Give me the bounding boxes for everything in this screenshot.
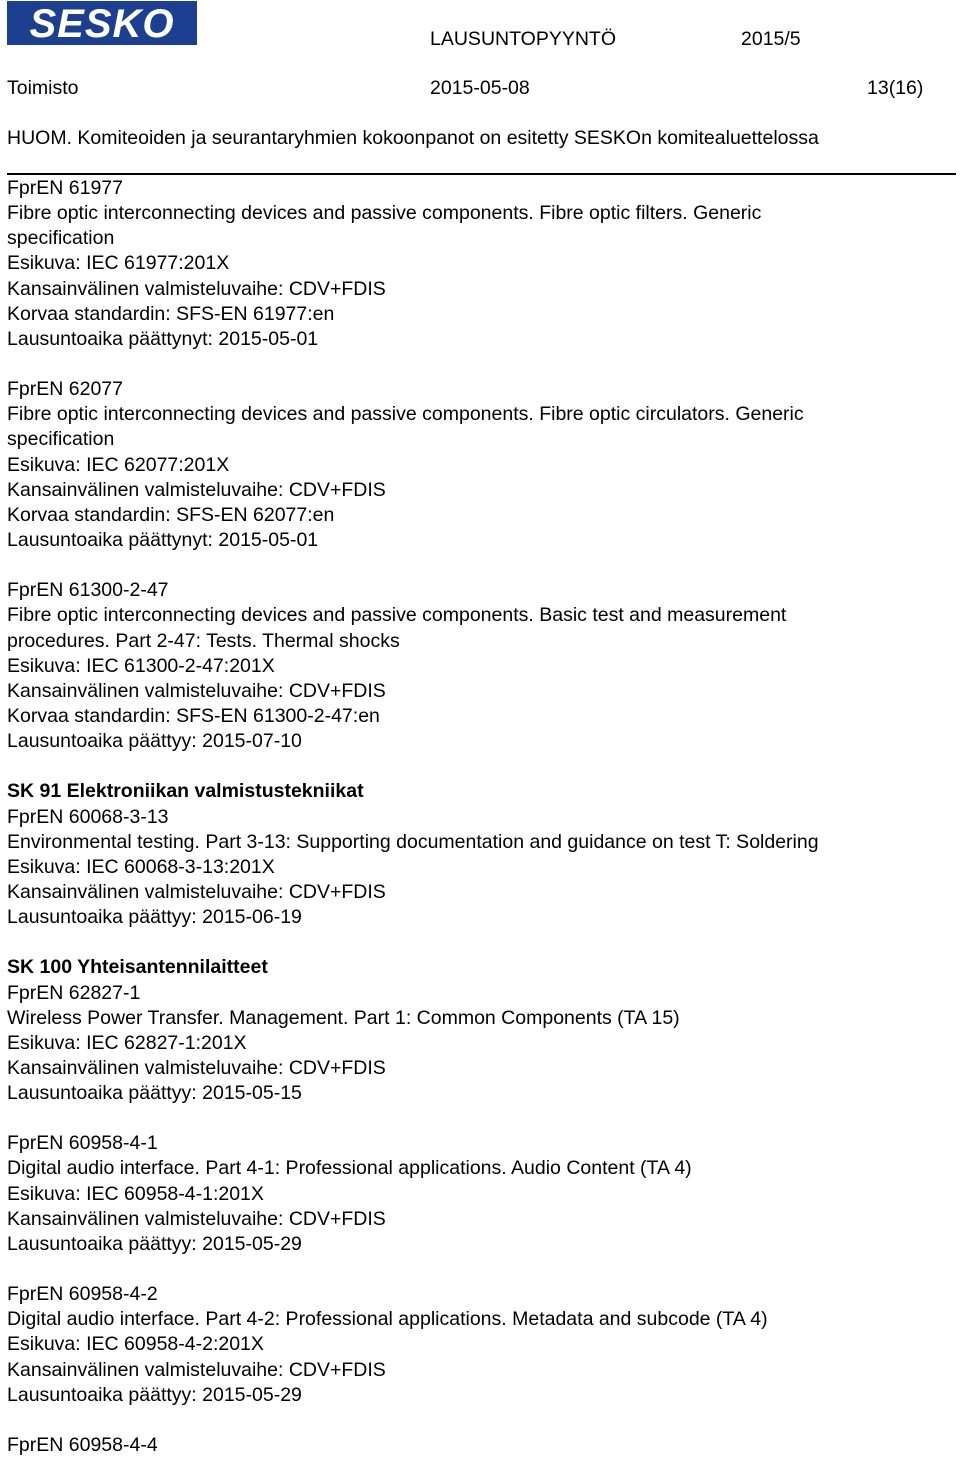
blank-line bbox=[7, 352, 947, 377]
text-line: procedures. Part 2-47: Tests. Thermal shocks bbox=[7, 629, 400, 652]
text-line: Environmental testing. Part 3-13: Supporting documentation and guidance on test T: Soldering bbox=[7, 830, 819, 853]
text-line: Lausuntoaika päättyy: 2015-05-29 bbox=[7, 1232, 302, 1255]
header-rule bbox=[7, 173, 956, 175]
blank-line bbox=[7, 553, 947, 578]
text-line: FprEN 60958-4-1 bbox=[7, 1132, 158, 1155]
text-line: Kansainvälinen valmisteluvaihe: CDV+FDIS bbox=[7, 1358, 386, 1381]
text-line: Lausuntoaika päättynyt: 2015-05-01 bbox=[7, 327, 319, 350]
text-line: Fibre optic interconnecting devices and passive components. Basic test and measurement bbox=[7, 604, 787, 627]
text-line: Kansainvälinen valmisteluvaihe: CDV+FDIS bbox=[7, 1207, 386, 1230]
document-body bbox=[7, 176, 947, 1458]
text-line: Esikuva: IEC 62077:201X bbox=[7, 453, 230, 476]
logo-text: SESKO bbox=[29, 2, 175, 45]
blank-line bbox=[7, 754, 947, 779]
blank-line bbox=[7, 930, 947, 955]
blank-line bbox=[7, 1106, 947, 1131]
text-line: Lausuntoaika päättyy: 2015-06-19 bbox=[7, 906, 302, 929]
text-line: Digital audio interface. Part 4-2: Professional applications. Metadata and subcode (TA 4) bbox=[7, 1308, 768, 1331]
text-line: Esikuva: IEC 62827-1:201X bbox=[7, 1031, 247, 1054]
text-line: Lausuntoaika päättyy: 2015-05-15 bbox=[7, 1082, 302, 1105]
text-line: Lausuntoaika päättyy: 2015-07-10 bbox=[7, 730, 302, 753]
text-line: Digital audio interface. Part 4-1: Professional applications. Audio Content (TA 4) bbox=[7, 1157, 692, 1180]
text-line: Wireless Power Transfer. Management. Part 1: Common Components (TA 15) bbox=[7, 1006, 680, 1029]
text-line: FprEN 62077 bbox=[7, 378, 123, 401]
text-line: Esikuva: IEC 61977:201X bbox=[7, 252, 230, 275]
text-line: FprEN 60958-4-2 bbox=[7, 1283, 158, 1306]
text-line: Fibre optic interconnecting devices and passive components. Fibre optic filters. Generic bbox=[7, 202, 762, 225]
text-line: Kansainvälinen valmisteluvaihe: CDV+FDIS bbox=[7, 880, 386, 903]
blank-line bbox=[7, 1257, 947, 1282]
text-line: Esikuva: IEC 60958-4-1:201X bbox=[7, 1182, 264, 1205]
text-line: Korvaa standardin: SFS-EN 61977:en bbox=[7, 302, 335, 325]
blank-line bbox=[7, 1408, 947, 1433]
text-line: Lausuntoaika päättyy: 2015-05-29 bbox=[7, 1383, 302, 1406]
text-line: Korvaa standardin: SFS-EN 61300-2-47:en bbox=[7, 704, 380, 727]
text-line: Kansainvälinen valmisteluvaihe: CDV+FDIS bbox=[7, 679, 386, 702]
section-heading: SK 91 Elektroniikan valmistustekniikat bbox=[7, 780, 364, 803]
text-line: Esikuva: IEC 60958-4-2:201X bbox=[7, 1333, 264, 1356]
text-line: Kansainvälinen valmisteluvaihe: CDV+FDIS bbox=[7, 1056, 386, 1079]
text-line: Kansainvälinen valmisteluvaihe: CDV+FDIS bbox=[7, 277, 386, 300]
sesko-logo bbox=[7, 1, 197, 45]
text-line: FprEN 61977 bbox=[7, 177, 123, 199]
issue-number: 2015/5 bbox=[741, 28, 801, 50]
text-line: FprEN 60068-3-13 bbox=[7, 805, 169, 828]
text-line: FprEN 61300-2-47 bbox=[7, 579, 169, 602]
page-number: 13(16) bbox=[867, 77, 924, 99]
section-heading: SK 100 Yhteisantennilaitteet bbox=[7, 956, 268, 979]
text-line: Kansainvälinen valmisteluvaihe: CDV+FDIS bbox=[7, 478, 386, 501]
text-line: FprEN 60958-4-4 bbox=[7, 1434, 158, 1457]
document-date: 2015-05-08 bbox=[430, 77, 530, 99]
text-line: Lausuntoaika päättynyt: 2015-05-01 bbox=[7, 528, 319, 551]
office-label: Toimisto bbox=[7, 77, 79, 99]
text-line: FprEN 62827-1 bbox=[7, 981, 141, 1004]
text-line: Fibre optic interconnecting devices and passive components. Fibre optic circulators. Generic bbox=[7, 403, 804, 426]
committee-notice: HUOM. Komiteoiden ja seurantaryhmien kokoonpanot on esitetty SESKOn komitealuettelossa bbox=[7, 127, 819, 149]
document-type: LAUSUNTOPYYNTÖ bbox=[430, 28, 617, 50]
text-line: specification bbox=[7, 428, 115, 451]
text-line: specification bbox=[7, 227, 115, 250]
text-line: Esikuva: IEC 61300-2-47:201X bbox=[7, 654, 275, 677]
text-line: Korvaa standardin: SFS-EN 62077:en bbox=[7, 503, 335, 526]
text-line: Esikuva: IEC 60068-3-13:201X bbox=[7, 855, 275, 878]
